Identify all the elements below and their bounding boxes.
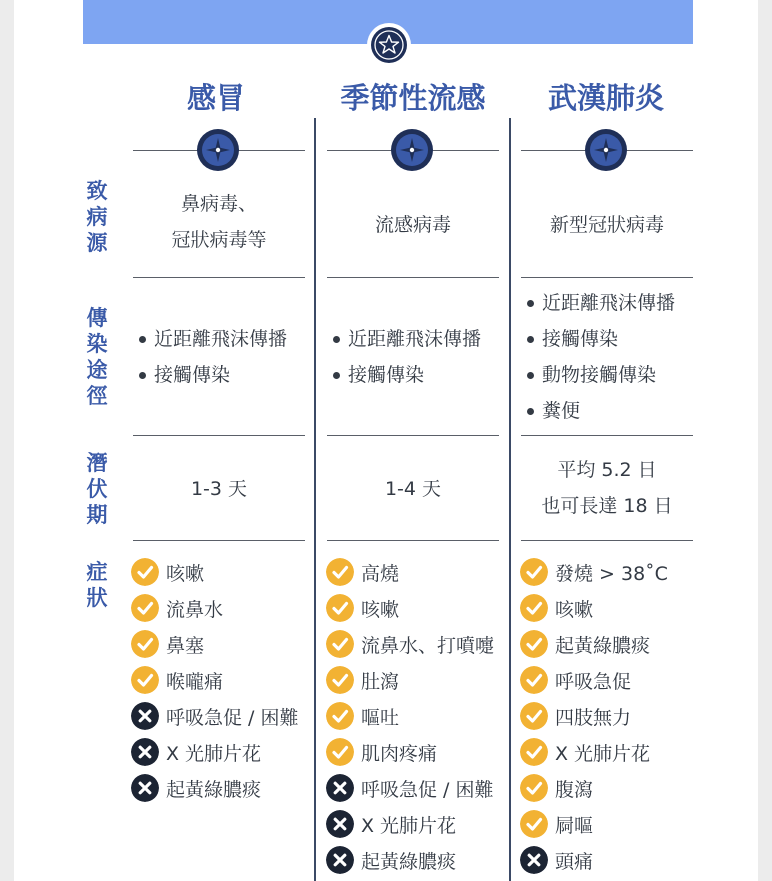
symptom-item (326, 554, 508, 590)
symptom-label: 呼吸急促 / 困難 (166, 706, 299, 729)
symptom-label: 起黃綠膿痰 (166, 778, 262, 801)
symptom-item (520, 806, 700, 842)
symptom-label: 呼吸急促 (555, 670, 632, 693)
symptom-label: 流鼻水 (166, 598, 224, 621)
divider-line (521, 277, 693, 278)
symptom-label: 肚瀉 (361, 670, 400, 693)
row-header-char: 途 (86, 358, 108, 382)
cell-line: 也可長達 18 日 (541, 495, 673, 517)
symptom-item (520, 626, 700, 662)
row-header-char: 傳 (86, 306, 108, 330)
x-circle-icon (131, 774, 159, 802)
symptom-item (326, 734, 508, 770)
symptom-item (520, 662, 700, 698)
cell-line: 鼻病毒、 (180, 193, 257, 215)
symptom-label: 四肢無力 (555, 706, 632, 729)
symptom-item (326, 806, 508, 842)
symptom-item (520, 734, 700, 770)
transmission-item: 近距離飛沫傳播 (333, 321, 505, 357)
symptom-item (131, 698, 311, 734)
check-circle-icon (520, 774, 548, 802)
divider-line (521, 540, 693, 541)
divider-line (327, 435, 499, 436)
row-header-char: 病 (86, 205, 108, 229)
cell-line: 1-4 天 (384, 478, 442, 500)
row-header-char: 症 (86, 560, 108, 584)
symptom-item (326, 662, 508, 698)
row-header-pathogen (84, 178, 110, 256)
check-circle-icon (520, 702, 548, 730)
symptom-item (131, 626, 311, 662)
symptom-item (520, 842, 700, 878)
check-circle-icon (520, 810, 548, 838)
row-header-incubation (84, 450, 110, 528)
transmission-item: 接觸傳染 (527, 321, 699, 357)
column-header-cold: 感冒 (186, 81, 245, 115)
row-header-char: 狀 (86, 586, 108, 610)
symptom-item (131, 734, 311, 770)
symptom-item (520, 770, 700, 806)
symptom-item (326, 842, 508, 878)
divider-line (133, 435, 305, 436)
symptom-label: 發燒 > 38˚C (555, 562, 668, 585)
row-header-char: 潛 (86, 451, 108, 475)
symptom-label: 呼吸急促 / 困難 (361, 778, 494, 801)
symptoms-list-wuhan-pneumonia (520, 554, 700, 878)
symptom-label: 喉嚨痛 (166, 670, 224, 693)
column-divider (509, 118, 511, 881)
pathogen-cell-seasonal-flu (327, 207, 499, 243)
row-header-transmission (84, 305, 110, 409)
transmission-cell-seasonal-flu (333, 321, 505, 393)
symptom-item (520, 698, 700, 734)
check-circle-icon (326, 630, 354, 658)
symptom-item (326, 698, 508, 734)
check-circle-icon (520, 666, 548, 694)
check-circle-icon (131, 666, 159, 694)
compass-icon (391, 129, 433, 171)
check-circle-icon (326, 666, 354, 694)
divider-line (327, 540, 499, 541)
symptom-item (326, 590, 508, 626)
x-circle-icon (326, 774, 354, 802)
transmission-item: 近距離飛沫傳播 (139, 321, 311, 357)
incubation-cell-cold (133, 471, 305, 507)
symptom-label: 肌肉疼痛 (361, 742, 438, 765)
symptom-item (326, 626, 508, 662)
cell-line: 流感病毒 (374, 214, 451, 236)
row-header-char: 致 (86, 179, 108, 203)
transmission-item: 動物接觸傳染 (527, 357, 699, 393)
column-header-wuhan-pneumonia: 武漢肺炎 (547, 81, 664, 115)
symptom-item (326, 770, 508, 806)
symptom-item (131, 770, 311, 806)
x-circle-icon (326, 846, 354, 874)
symptoms-list-cold (131, 554, 311, 806)
symptoms-list-seasonal-flu (326, 554, 508, 878)
symptom-item (131, 662, 311, 698)
check-circle-icon (520, 594, 548, 622)
row-header-char: 染 (86, 332, 108, 356)
row-header-char: 源 (86, 231, 108, 255)
divider-line (521, 435, 693, 436)
check-circle-icon (131, 594, 159, 622)
check-circle-icon (520, 738, 548, 766)
symptom-label: 屙嘔 (555, 814, 594, 837)
cell-line: 平均 5.2 日 (557, 459, 657, 481)
x-circle-icon (520, 846, 548, 874)
pathogen-cell-wuhan-pneumonia (521, 207, 693, 243)
incubation-cell-wuhan-pneumonia (521, 452, 693, 524)
row-header-char: 徑 (86, 384, 108, 408)
cell-line: 冠狀病毒等 (171, 229, 267, 251)
transmission-cell-cold (139, 321, 311, 393)
transmission-item: 糞便 (527, 393, 699, 429)
incubation-cell-seasonal-flu (327, 471, 499, 507)
symptom-label: X 光肺片花 (555, 742, 651, 765)
column-header-seasonal-flu: 季節性流感 (340, 81, 486, 115)
check-circle-icon (520, 558, 548, 586)
check-circle-icon (326, 594, 354, 622)
check-circle-icon (131, 558, 159, 586)
symptom-item (520, 554, 700, 590)
symptom-item (520, 590, 700, 626)
star-icon (367, 23, 411, 67)
symptom-label: 起黃綠膿痰 (361, 850, 457, 873)
symptom-label: 咳嗽 (361, 598, 400, 621)
symptom-item (131, 554, 311, 590)
symptom-label: 咳嗽 (166, 562, 205, 585)
row-header-char: 伏 (86, 477, 108, 501)
check-circle-icon (131, 630, 159, 658)
symptom-label: 腹瀉 (555, 778, 594, 801)
column-divider (314, 118, 316, 881)
check-circle-icon (326, 702, 354, 730)
pathogen-cell-cold (133, 186, 305, 258)
cell-line: 1-3 天 (190, 478, 248, 500)
symptom-label: 起黃綠膿痰 (555, 634, 651, 657)
check-circle-icon (520, 630, 548, 658)
row-header-symptoms (84, 559, 110, 611)
check-circle-icon (326, 558, 354, 586)
symptom-label: X 光肺片花 (361, 814, 457, 837)
x-circle-icon (326, 810, 354, 838)
x-circle-icon (131, 702, 159, 730)
cell-line: 新型冠狀病毒 (549, 214, 664, 236)
compass-icon (197, 129, 239, 171)
symptom-label: 頭痛 (555, 850, 594, 873)
symptom-item (131, 590, 311, 626)
transmission-cell-wuhan-pneumonia (527, 285, 699, 429)
symptom-label: 高燒 (361, 562, 400, 585)
symptom-label: 流鼻水、打噴嚏 (361, 634, 495, 657)
check-circle-icon (326, 738, 354, 766)
compass-icon (585, 129, 627, 171)
transmission-item: 接觸傳染 (139, 357, 311, 393)
divider-line (327, 277, 499, 278)
row-header-char: 期 (86, 503, 108, 527)
symptom-label: 咳嗽 (555, 598, 594, 621)
x-circle-icon (131, 738, 159, 766)
divider-line (133, 540, 305, 541)
symptom-label: 鼻塞 (166, 634, 205, 657)
symptom-label: X 光肺片花 (166, 742, 262, 765)
divider-line (133, 277, 305, 278)
transmission-item: 近距離飛沫傳播 (527, 285, 699, 321)
symptom-label: 嘔吐 (361, 706, 400, 729)
transmission-item: 接觸傳染 (333, 357, 505, 393)
